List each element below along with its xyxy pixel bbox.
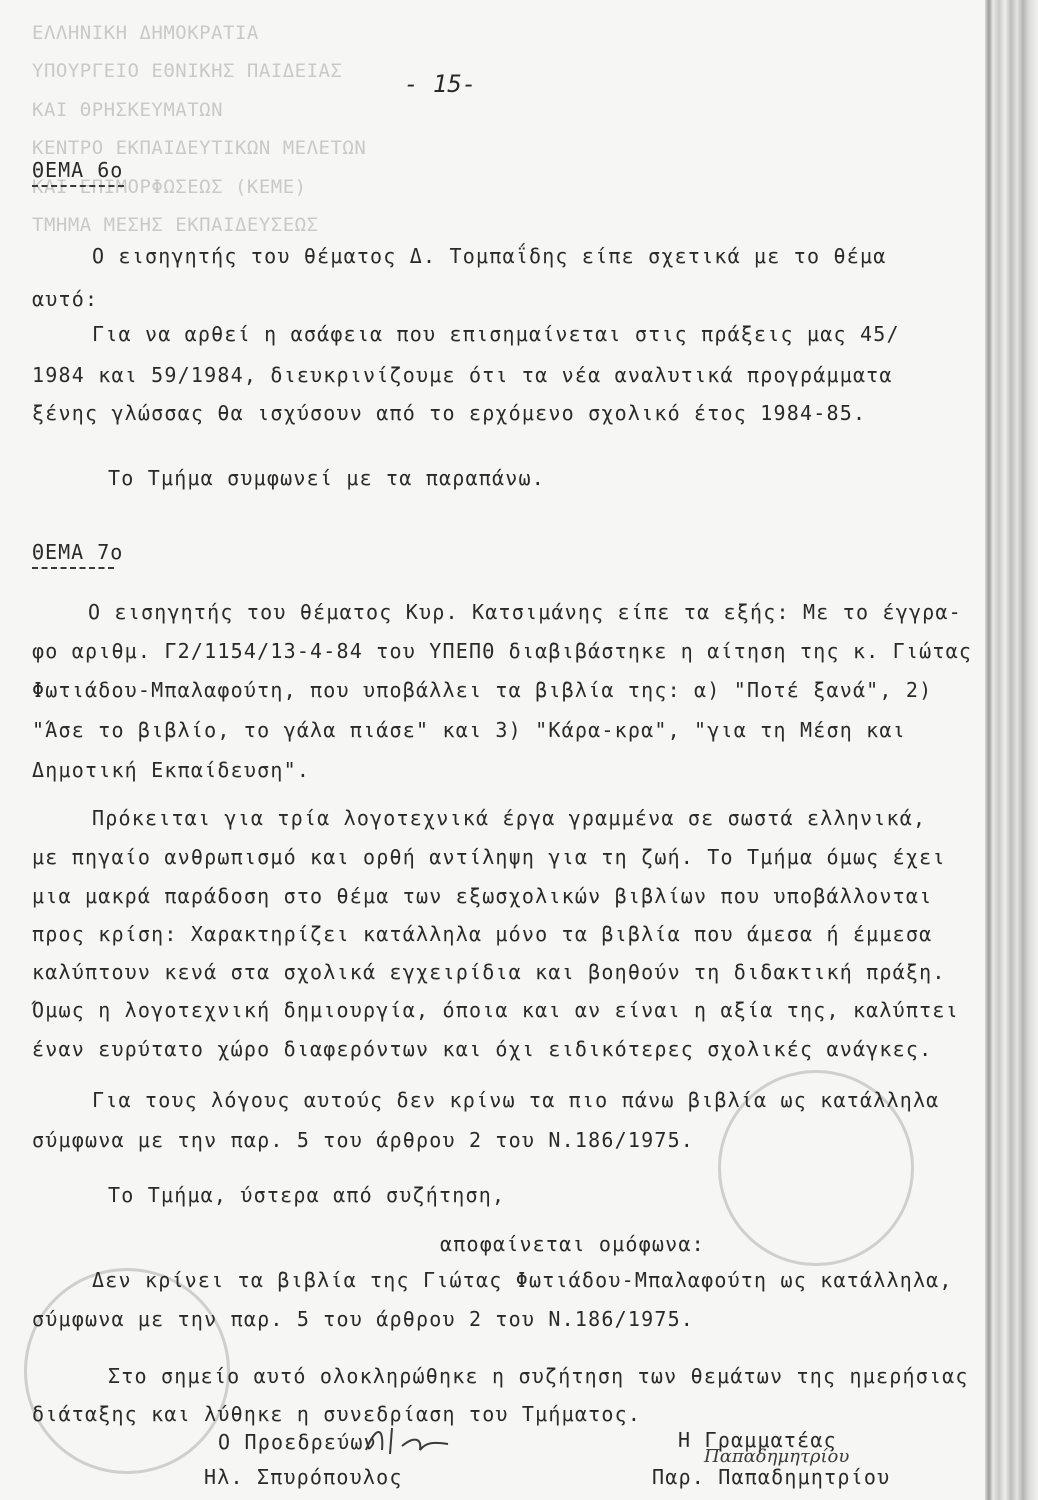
- ghost-letterhead-line: ΕΛΛΗΝΙΚΗ ΔΗΜΟΚΡΑΤΙΑ: [32, 22, 259, 44]
- ghost-letterhead-line: ΚΑΙ ΘΡΗΣΚΕΥΜΑΤΩΝ: [32, 99, 224, 121]
- theme-6-line: Για να αρθεί η ασάφεια που επισημαίνεται στις πράξεις μας 45/: [92, 322, 900, 346]
- theme-7-line: σύμφωνα με την παρ. 5 του άρθρου 2 του Ν.186/1975.: [32, 1128, 695, 1152]
- theme-6-line: αυτό:: [32, 287, 99, 311]
- secretary-title: Η Γραμματέας: [678, 1428, 837, 1452]
- closing-line: διάταξης και λύθηκε η συνεδρίαση του Τμήματος.: [32, 1402, 642, 1426]
- theme-7-line: φο αριθμ. Γ2/1154/13-4-84 του ΥΠΕΠΘ διαβιβάστηκε η αίτηση της κ. Γιώτας: [32, 639, 973, 663]
- presiding-title: Ο Προεδρεύων: [218, 1430, 377, 1454]
- theme-7-line: έναν ευρύτατο χώρο διαφερόντων και όχι ειδικότερες σχολικές ανάγκες.: [32, 1037, 933, 1061]
- theme-7-line: Για τους λόγους αυτούς δεν κρίνω τα πιο πάνω βιβλία ως κατάλληλα: [92, 1088, 940, 1112]
- theme-6-line: Το Τμήμα συμφωνεί με τα παραπάνω.: [108, 466, 545, 490]
- ghost-letterhead-line: ΚΕΝΤΡΟ ΕΚΠΑΙΔΕΥΤΙΚΩΝ ΜΕΛΕΤΩΝ: [32, 137, 367, 159]
- ghost-letterhead-line: ΥΠΟΥΡΓΕΙΟ ΕΘΝΙΚΗΣ ΠΑΙΔΕΙΑΣ: [32, 60, 343, 82]
- theme-6-heading: ΘΕΜΑ 6ο: [32, 158, 124, 182]
- theme-7-line: Πρόκειται για τρία λογοτεχνικά έργα γραμμένα σε σωστά ελληνικά,: [92, 806, 927, 830]
- theme-7-heading: ΘΕΜΑ 7ο: [32, 540, 124, 564]
- secretary-name: Παρ. Παπαδημητρίου: [652, 1465, 891, 1489]
- theme-7-line: Δημοτική Εκπαίδευση".: [32, 758, 311, 782]
- presiding-name: Ηλ. Σπυρόπουλος: [204, 1465, 403, 1489]
- theme-6-line: ξένης γλώσσας θα ισχύσουν από το ερχόμενο σχολικό έτος 1984-85.: [32, 401, 867, 425]
- theme-7-line: Ο εισηγητής του θέματος Κυρ. Κατσιμάνης είπε τα εξής: Με το έγγρα-: [88, 600, 962, 624]
- theme-7-line: με πηγαίο ανθρωπισμό και ορθή αντίληψη για τη ζωή. Το Τμήμα όμως έχει: [32, 845, 946, 869]
- theme-7-line: Φωτιάδου-Μπαλαφούτη, που υποβάλλει τα βιβλία της: α) "Ποτέ ξανά", 2): [32, 678, 933, 702]
- ghost-letterhead-line: ΤΜΗΜΑ ΜΕΣΗΣ ΕΚΠΑΙΔΕΥΣΕΩΣ: [32, 214, 319, 236]
- heading-underline: [32, 567, 114, 569]
- ghost-letterhead-line: ΚΑΙ ΕΠΙΜΟΡΦΩΣΕΩΣ (ΚΕΜΕ): [32, 176, 307, 198]
- theme-7-line: μια μακρά παράδοση στο θέμα των εξωσχολικών βιβλίων που υποβάλλονται: [32, 884, 933, 908]
- theme-7-line: Το Τμήμα, ύστερα από συζήτηση,: [108, 1183, 506, 1207]
- heading-underline: [32, 185, 124, 187]
- presiding-signature: [362, 1420, 452, 1460]
- theme-7-line: προς κρίση: Χαρακτηρίζει κατάλληλα μόνο τα βιβλία που άμεσα ή έμμεσα: [32, 922, 933, 946]
- theme-7-line: αποφαίνεται ομόφωνα:: [440, 1232, 705, 1256]
- closing-line: Στο σημείο αυτό ολοκληρώθηκε η συζήτηση των θεμάτων της ημερήσιας: [108, 1364, 969, 1388]
- theme-7-line: καλύπτουν κενά στα σχολικά εγχειρίδια και βοηθούν τη διδακτική πράξη.: [32, 960, 946, 984]
- theme-7-line: "Άσε το βιβλίο, το γάλα πιάσε" και 3) "Κάρα-κρα", "για τη Μέση και: [32, 718, 906, 742]
- page-number: - 15-: [404, 70, 477, 98]
- theme-7-line: σύμφωνα με την παρ. 5 του άρθρου 2 του Ν.186/1975.: [32, 1307, 695, 1331]
- secretary-handwritten-signature: Παπαδημητρίου: [704, 1446, 850, 1467]
- book-binding-edge: [985, 0, 1038, 1500]
- theme-7-line: Όμως η λογοτεχνική δημιουργία, όποια και αν είναι η αξία της, καλύπτει: [32, 998, 959, 1022]
- theme-6-line: Ο εισηγητής του θέματος Δ. Τομπαΐδης είπε σχετικά με το θέμα: [92, 244, 887, 268]
- theme-6-line: 1984 και 59/1984, διευκρινίζουμε ότι τα νέα αναλυτικά προγράμματα: [32, 363, 893, 387]
- theme-7-line: Δεν κρίνει τα βιβλία της Γιώτας Φωτιάδου-Μπαλαφούτη ως κατάλληλα,: [92, 1268, 953, 1292]
